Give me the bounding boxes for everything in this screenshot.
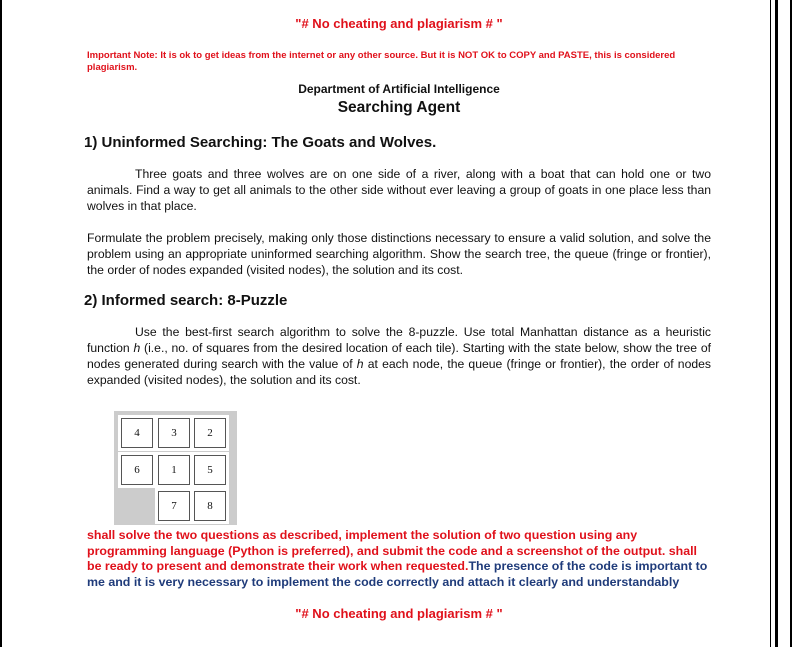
- puzzle-tile: 7: [158, 491, 190, 521]
- heuristic-h: h: [356, 357, 364, 371]
- puzzle-tile: 5: [194, 455, 226, 485]
- warning-banner-bottom: "# No cheating and plagiarism # ": [295, 606, 503, 621]
- submission-instructions: shall solve the two questions as described, implement the solution of two question using any programming language (Python is preferred), and submit the code and a screenshot of the output. shall be ready to present and demonstrate their work when requested.The presence of the code is important to me and it is very necessary to implement the code correctly and attach it clearly and understandably: [87, 528, 708, 589]
- section2-paragraph: Use the best-first search algorithm to solve the 8-puzzle. Use total Manhattan distance as a heuristic function h (i.e., no. of squares from the desired location of each tile). Starting with the state below, show the tree of nodes generated during search with the value of h at each node, the queue (fringe or frontier), the order of nodes expanded (visited nodes), the solution and its cost.: [87, 325, 711, 387]
- section1-heading: 1) Uninformed Searching: The Goats and Wolves.: [84, 134, 437, 151]
- puzzle-tile: 8: [194, 491, 226, 521]
- department-name: Department of Artificial Intelligence: [298, 82, 500, 96]
- puzzle-tile: 4: [121, 418, 153, 448]
- right-page-border-thick: [775, 0, 778, 647]
- document-content: [84, 0, 711, 621]
- puzzle-tile: 6: [121, 455, 153, 485]
- eight-puzzle-board: [114, 411, 237, 525]
- puzzle-tile: 3: [158, 418, 190, 448]
- scrollbar-edge: [790, 0, 792, 647]
- section2-heading: 2) Informed search: 8-Puzzle: [84, 292, 288, 309]
- section1-paragraph2: Formulate the problem precisely, making only those distinctions necessary to ensure a valid solution, and solve the problem using an appropriate uninformed searching algorithm. Show the search tree, the queue (fringe or frontier), the order of nodes expanded (visited nodes), the solution and its cost.: [87, 231, 711, 277]
- section1-paragraph1: Three goats and three wolves are on one side of a river, along with a boat that can hold one or two animals. Find a way to get all animals to the other side without ever leaving a group of goats in one place less than wolves in that place.: [87, 167, 711, 213]
- document-title: Searching Agent: [337, 99, 461, 116]
- heuristic-h: h: [133, 341, 141, 355]
- important-note: Important Note: It is ok to get ideas from the internet or any other source. But it is NOT OK to COPY and PASTE, this is considered plagiarism.: [87, 50, 676, 73]
- right-page-border: [770, 0, 771, 647]
- left-page-border: [0, 0, 2, 647]
- warning-banner-top: "# No cheating and plagiarism # ": [295, 16, 503, 31]
- puzzle-tile: 1: [158, 455, 190, 485]
- puzzle-tile: 2: [194, 418, 226, 448]
